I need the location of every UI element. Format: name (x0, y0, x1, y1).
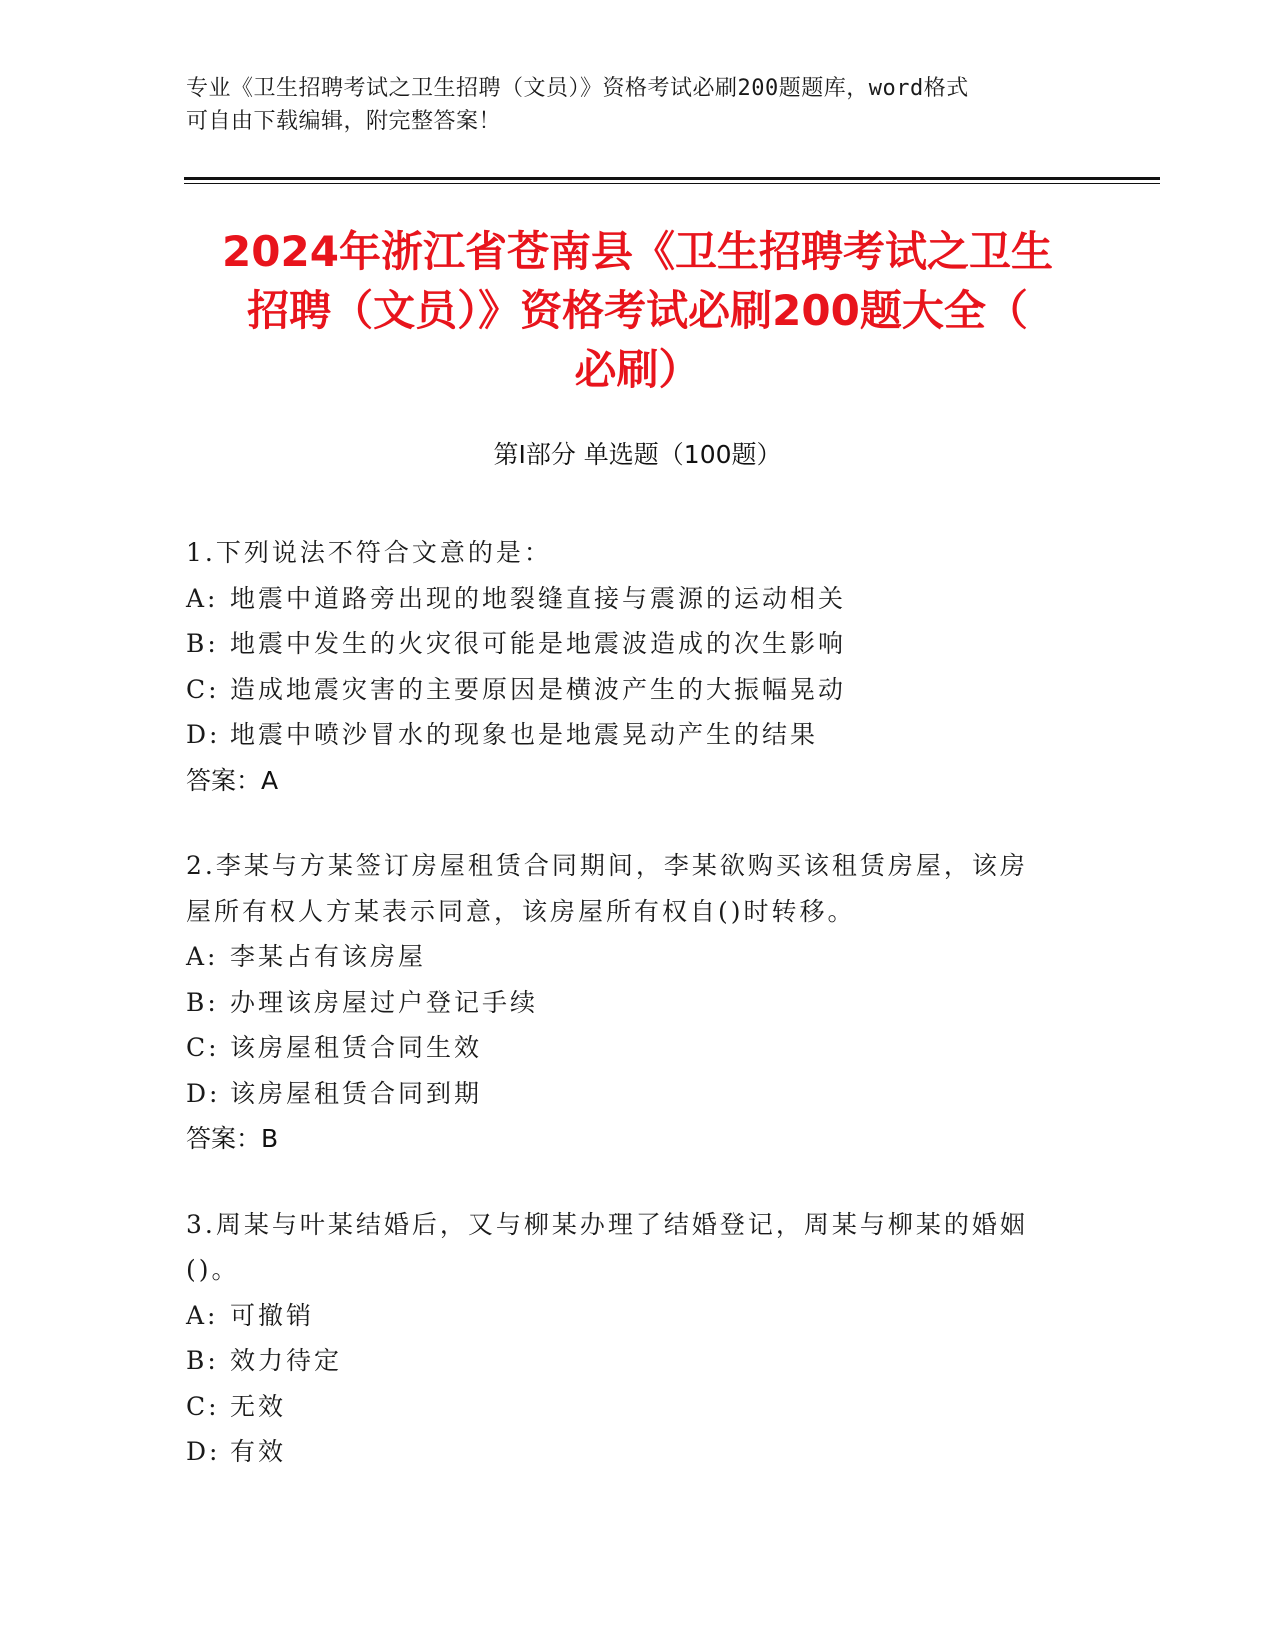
option-letter: D: (186, 720, 221, 749)
option-a (186, 576, 1066, 622)
option-letter: B: (186, 987, 219, 1017)
option-letter: D: (186, 1078, 221, 1108)
option-d (186, 1071, 1066, 1117)
question-item (186, 843, 1066, 1162)
document-title-line-3: 必刷） (574, 345, 701, 394)
question-list (186, 530, 1066, 1515)
header-divider-thick (184, 177, 1160, 180)
document-title-line-1: 2024年浙江省苍南县《卫生招聘考试之卫生 (222, 227, 1053, 276)
option-c (186, 1025, 1066, 1071)
question-stem-continued: ()。 (186, 1255, 240, 1284)
option-letter: C: (186, 1033, 220, 1062)
option-letter: B: (186, 1346, 219, 1375)
option-text: 可撤销 (230, 1300, 315, 1330)
header-note-line-2: 可自由下载编辑，附完整答案！ (186, 109, 502, 134)
option-d (186, 1429, 1066, 1475)
option-text: 地震中道路旁出现的地裂缝直接与震源的运动相关 (230, 583, 847, 613)
answer-line: 答案：B (186, 1124, 279, 1153)
question-stem-continued: 屋所有权人方某表示同意，该房屋所有权自()时转移。 (186, 896, 856, 926)
document-title-line-2: 招聘（文员）》资格考试必刷200题大全（ (247, 286, 1028, 335)
question-stem: 1.下列说法不符合文意的是： (186, 538, 552, 567)
option-text: 地震中发生的火灾很可能是地震波造成的次生影响 (230, 629, 847, 658)
option-a (186, 1293, 1066, 1339)
document-title (150, 222, 1125, 399)
question-stem: 2.李某与方某签订房屋租赁合同期间，李某欲购买该租赁房屋，该房 (186, 851, 1028, 880)
option-text: 地震中喷沙冒水的现象也是地震晃动产生的结果 (230, 720, 819, 749)
option-text: 该房屋租赁合同生效 (230, 1033, 483, 1062)
option-letter: A: (186, 1300, 219, 1330)
answer-line: 答案：A (186, 765, 279, 795)
option-text: 李某占有该房屋 (230, 942, 427, 971)
header-divider-thin (184, 183, 1160, 184)
option-b (186, 1338, 1066, 1384)
option-text: 办理该房屋过户登记手续 (230, 987, 539, 1017)
option-letter: A: (186, 942, 219, 971)
option-text: 该房屋租赁合同到期 (230, 1078, 483, 1108)
option-text: 造成地震灾害的主要原因是横波产生的大振幅晃动 (230, 674, 847, 704)
option-text: 有效 (230, 1437, 287, 1466)
option-text: 效力待定 (230, 1346, 343, 1375)
question-item (186, 1202, 1066, 1475)
option-letter: C: (186, 674, 220, 704)
option-letter: D: (186, 1437, 221, 1466)
option-letter: A: (186, 583, 219, 613)
header-note-line-1: 专业《卫生招聘考试之卫生招聘（文员）》资格考试必刷200题题库，word格式 (186, 76, 969, 101)
option-c (186, 1384, 1066, 1430)
option-b (186, 980, 1066, 1026)
header-note (186, 72, 1066, 138)
section-title: 第Ⅰ部分 单选题（100题） (493, 440, 782, 469)
option-c (186, 667, 1066, 713)
option-letter: C: (186, 1391, 220, 1421)
option-b (186, 621, 1066, 667)
question-item (186, 530, 1066, 803)
option-d (186, 712, 1066, 758)
option-text: 无效 (230, 1391, 287, 1421)
option-a (186, 934, 1066, 980)
question-stem: 3.周某与叶某结婚后，又与柳某办理了结婚登记，周某与柳某的婚姻 (186, 1209, 1028, 1239)
option-letter: B: (186, 629, 219, 658)
